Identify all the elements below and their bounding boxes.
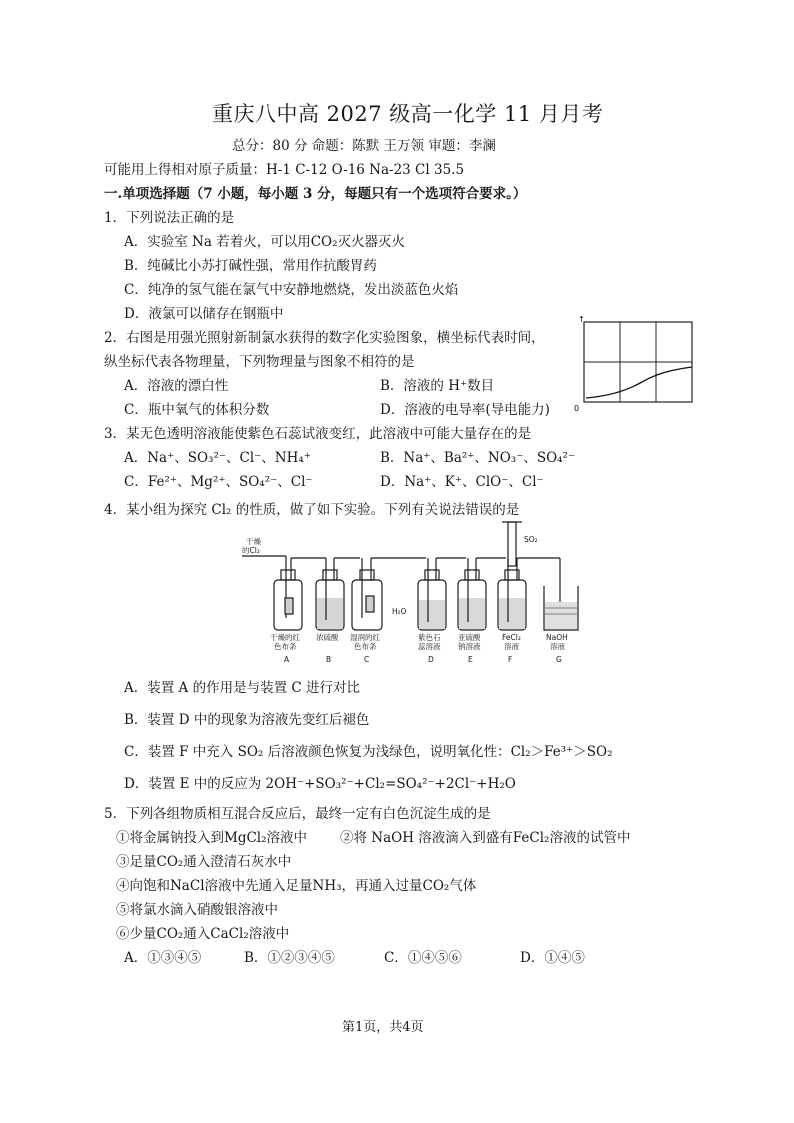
page-footer: 第1页，共4页 [342, 1020, 424, 1035]
q5-item-6: ⑥少量CO₂通入CaCl₂溶液中 [116, 926, 290, 942]
q3-option-b: B．Na⁺、Ba²⁺、NO₃⁻、SO₄²⁻ [380, 450, 576, 466]
q3-option-c: C．Fe²⁺、Mg²⁺、SO₄²⁻、Cl⁻ [124, 474, 313, 490]
q4-option-a: A．装置 A 的作用是与装置 C 进行对比 [124, 680, 360, 696]
inlet-label-line1: 干燥 [246, 537, 261, 546]
q3-option-a: A．Na⁺、SO₃²⁻、Cl⁻、NH₄⁺ [124, 450, 311, 466]
q2-graph [570, 310, 695, 420]
h2o-label: H₂O [392, 607, 407, 616]
bottle-e-label1: 亚硫酸 [458, 633, 481, 642]
bottle-c [352, 558, 382, 630]
inlet-label-line2: 的Cl₂ [242, 546, 260, 555]
bottle-f-label2: 溶液 [504, 642, 519, 651]
q1-option-c: C．纯净的氢气能在氯气中安静地燃烧，发出淡蓝色火焰 [124, 282, 459, 298]
bottle-c-label2: 色布条 [354, 642, 377, 651]
q2-option-a: A．溶液的漂白性 [124, 378, 229, 394]
bottle-b-letter: B [326, 655, 332, 664]
graph-curve [586, 367, 692, 398]
q4-option-b: B．装置 D 中的现象为溶液先变红后褪色 [124, 712, 370, 728]
graph-origin: 0 [574, 404, 580, 413]
q5-option-c: C．①④⑤⑥ [384, 950, 462, 966]
q5-item-3: ③足量CO₂通入澄清石灰水中 [116, 854, 292, 870]
bottle-e-letter: E [468, 655, 473, 664]
bottle-d-label2: 蕊溶液 [418, 642, 441, 651]
graph-y-tick: ↑ [578, 315, 585, 324]
q1-stem: 1．下列说法正确的是 [104, 210, 235, 226]
beaker-g-letter: G [556, 655, 562, 664]
exam-meta: 总分：80 分 命题：陈默 王万领 审题：李澜 [232, 138, 496, 154]
q2-option-b: B．溶液的 H⁺数目 [380, 378, 495, 394]
q5-item-5: ⑤将氯水滴入硝酸银溶液中 [116, 902, 278, 918]
bottle-f-letter: F [508, 655, 513, 664]
q5-item-1: ①将金属钠投入到MgCl₂溶液中 [116, 830, 308, 846]
section-heading: 一.单项选择题（7 小题，每小题 3 分，每题只有一个选项符合要求。） [104, 186, 527, 202]
q1-option-d: D．液氯可以储存在钢瓶中 [124, 306, 284, 322]
bottle-f-label1: FeCl₂ [502, 633, 521, 642]
bottle-a [274, 556, 302, 630]
bottle-b [316, 558, 344, 630]
q1-option-b: B．纯碱比小苏打碱性强，常用作抗酸胃药 [124, 258, 377, 274]
beaker-g-label2: 溶液 [550, 642, 565, 651]
bottle-e-label2: 钠溶液 [458, 642, 481, 651]
beaker-g-label1: NaOH [546, 633, 568, 642]
page-title: 重庆八中高 2027 级高一化学 11 月月考 [212, 102, 604, 126]
bottle-a-letter: A [284, 655, 290, 664]
bottle-d-letter: D [428, 655, 434, 664]
q5-item-2: ②将 NaOH 溶液滴入到盛有FeCl₂溶液的试管中 [340, 830, 631, 846]
q4-option-c: C．装置 F 中充入 SO₂ 后溶液颜色恢复为浅绿色，说明氧化性：Cl₂＞Fe³⁺＞SO₂ [124, 744, 613, 760]
apparatus-diagram [240, 518, 580, 668]
bottle-a-label1: 干燥的红 [270, 633, 300, 642]
q2-option-c: C．瓶中氧气的体积分数 [124, 402, 270, 418]
q2-option-d: D．溶液的电导率(导电能力) [380, 402, 550, 418]
so2-label: SO₂ [524, 535, 538, 544]
bottle-f [498, 522, 526, 630]
bottle-d-label1: 紫色石 [418, 633, 441, 642]
bottle-a-label2: 色布条 [274, 642, 297, 651]
q5-item-4: ④向饱和NaCl溶液中先通入足量NH₃，再通入过量CO₂气体 [116, 878, 477, 894]
q4-option-d: D．装置 E 中的反应为 2OH⁻+SO₃²⁻+Cl₂=SO₄²⁻+2Cl⁻+H₂O [124, 776, 516, 792]
q5-option-b: B．①②③④⑤ [244, 950, 335, 966]
bottle-d [418, 558, 446, 630]
q5-option-d: D．①④⑤ [520, 950, 585, 966]
q5-option-a: A．①③④⑤ [124, 950, 202, 966]
beaker-g [544, 586, 578, 630]
q1-option-a: A．实验室 Na 若着火，可以用CO₂灭火器灭火 [124, 234, 406, 250]
q2-stem-line2: 纵坐标代表各物理量，下列物理量与图象不相符的是 [104, 354, 415, 370]
bottle-e [458, 558, 486, 630]
bottle-c-letter: C [364, 655, 370, 664]
q2-stem-line1: 2．右图是用强光照射新制氯水获得的数字化实验图象，横坐标代表时间， [104, 330, 545, 346]
q3-option-d: D．Na⁺、K⁺、ClO⁻、Cl⁻ [380, 474, 544, 490]
bottle-c-label1: 湿润的红 [350, 633, 380, 642]
q4-stem: 4．某小组为探究 Cl₂ 的性质，做了如下实验。下列有关说法错误的是 [104, 502, 520, 518]
q5-stem: 5．下列各组物质相互混合反应后，最终一定有白色沉淀生成的是 [104, 806, 491, 822]
atomic-masses: 可能用上得相对原子质量：H-1 C-12 O-16 Na-23 Cl 35.5 [104, 162, 465, 178]
bottle-b-label1: 浓硫酸 [316, 633, 339, 642]
q3-stem: 3．某无色透明溶液能使紫色石蕊试液变红，此溶液中可能大量存在的是 [104, 426, 532, 442]
